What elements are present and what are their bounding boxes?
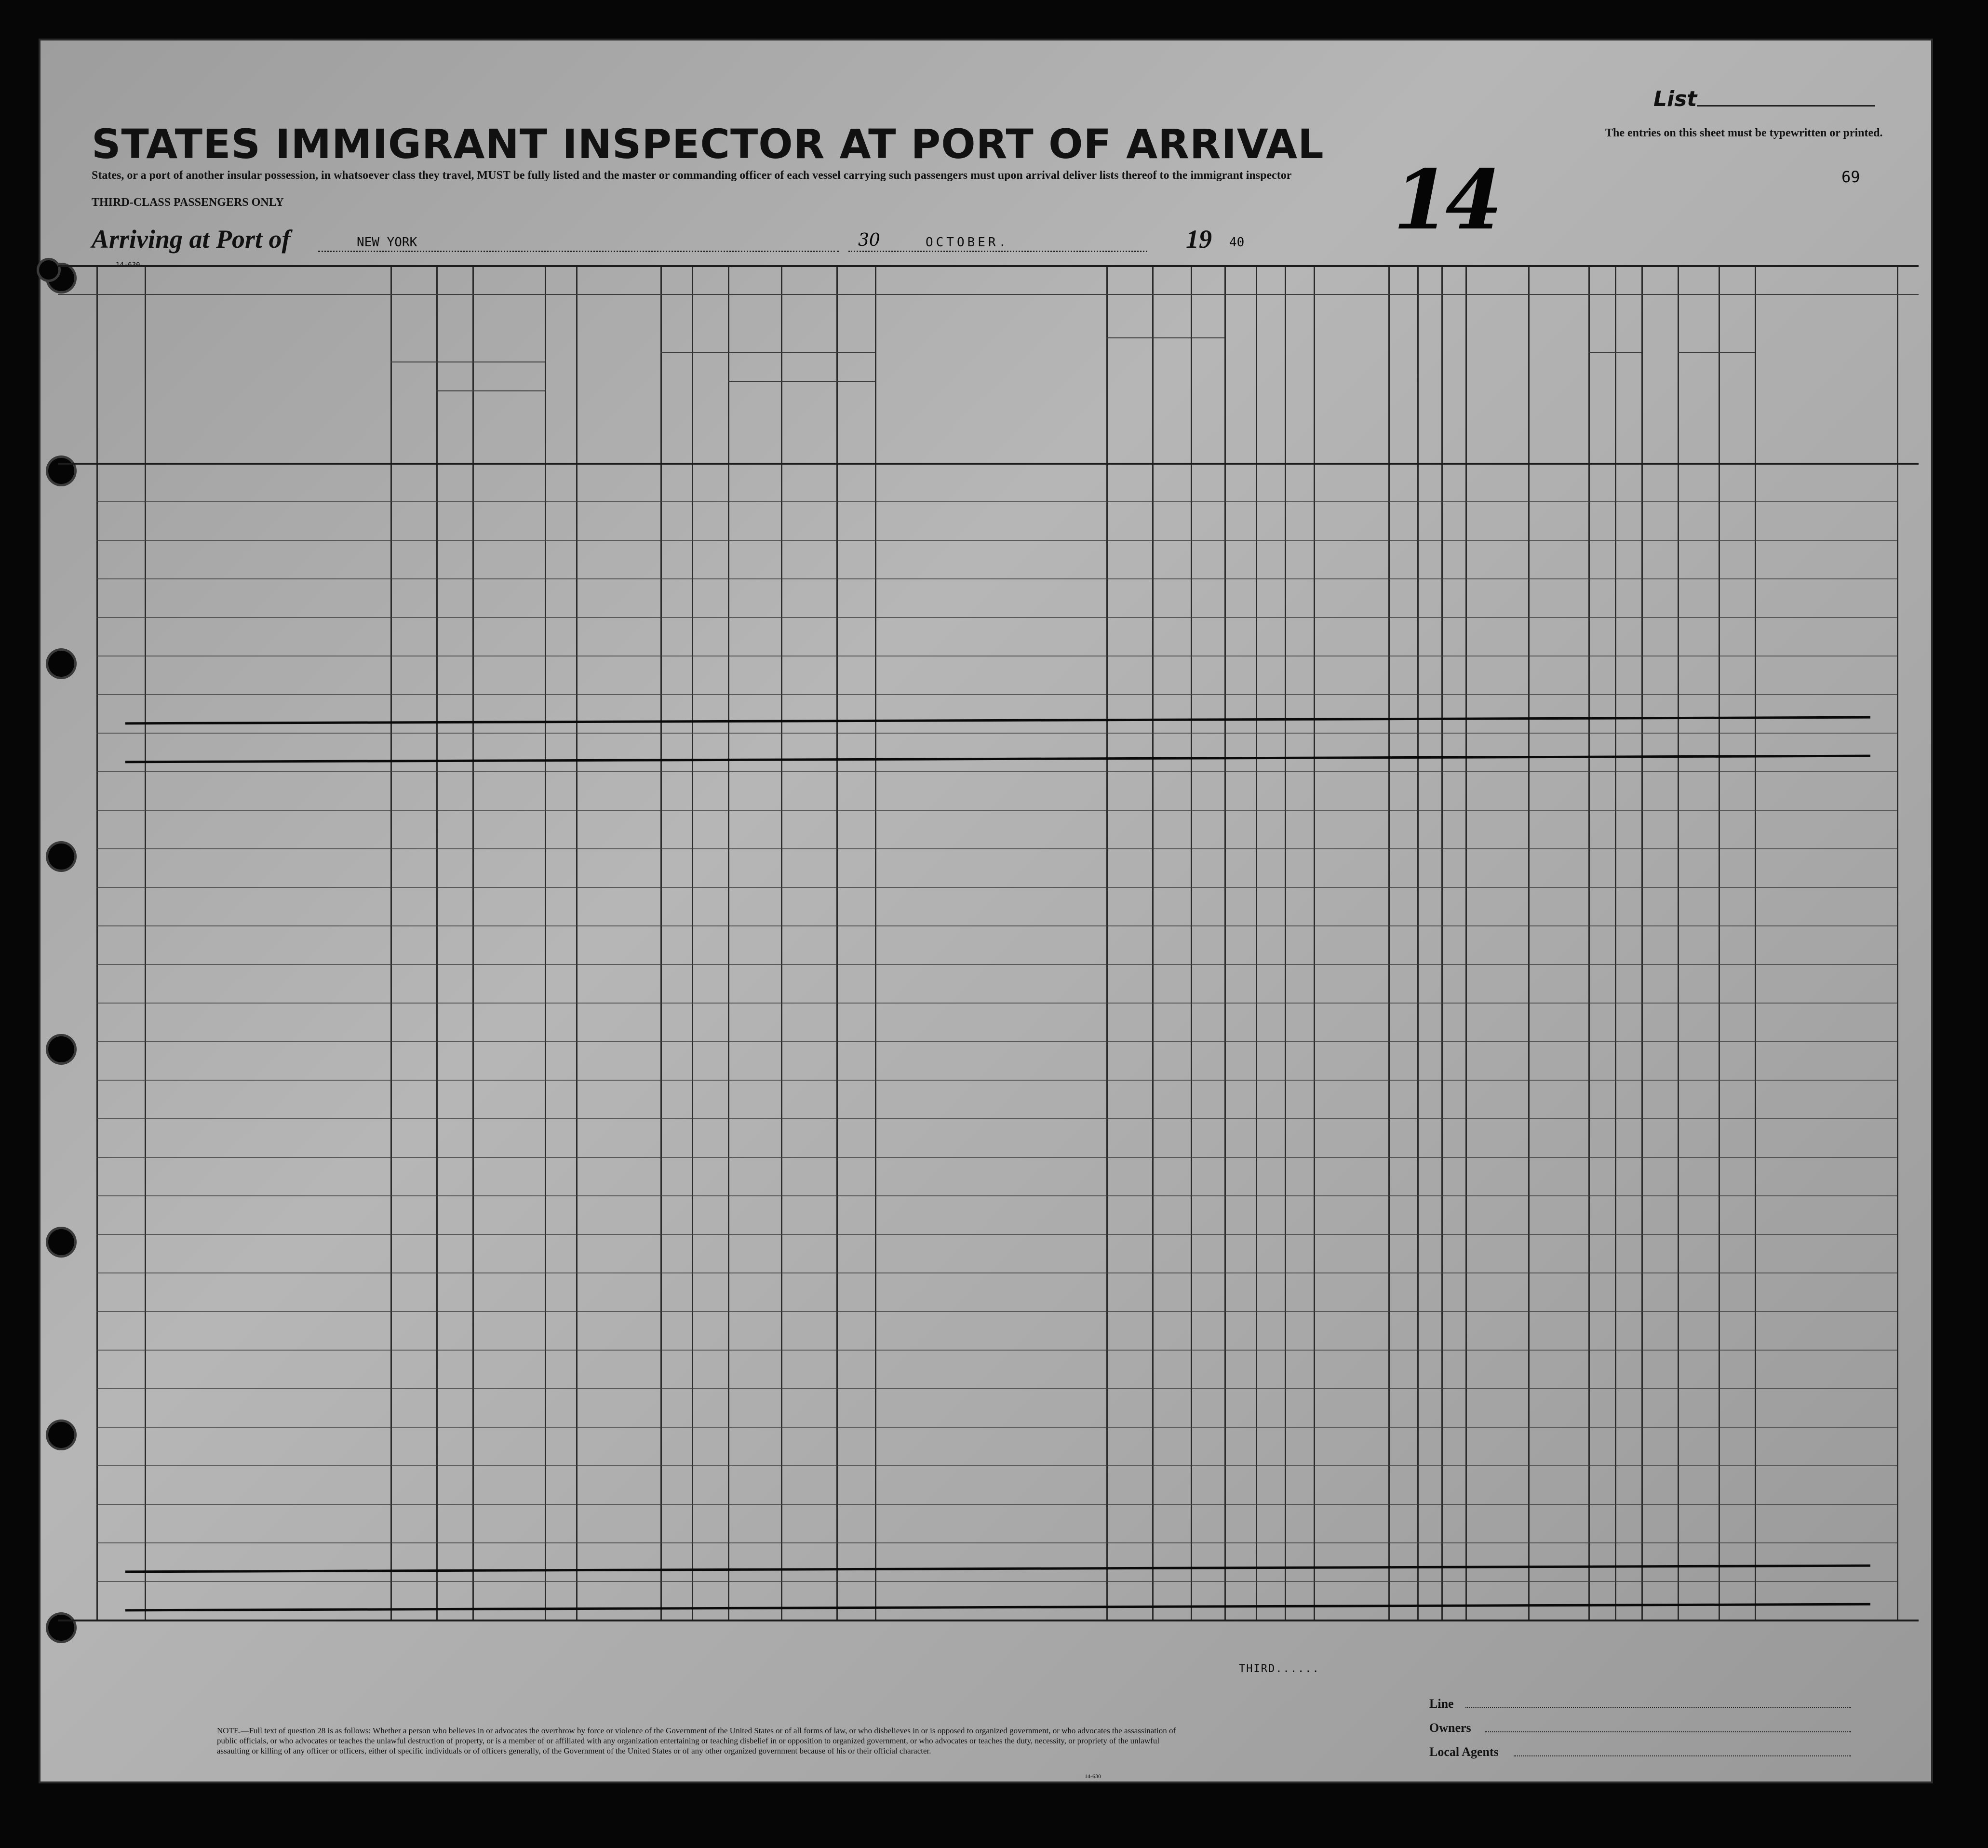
row-rule	[96, 1003, 1897, 1004]
subheader-rule	[1678, 352, 1755, 353]
footer-form-code: 14-630	[1085, 1773, 1101, 1780]
row-rule	[96, 1427, 1897, 1428]
row-rule	[96, 1504, 1897, 1505]
column-rule	[1678, 265, 1679, 1620]
column-rule	[1528, 265, 1530, 1620]
line-field	[1465, 1707, 1851, 1708]
row-rule	[96, 694, 1897, 695]
row-rule	[96, 1041, 1897, 1042]
header-bottom-rule	[58, 463, 1919, 465]
owners-label: Owners	[1429, 1721, 1471, 1735]
column-rule	[576, 265, 578, 1620]
row-rule	[96, 540, 1897, 541]
row-rule	[96, 1272, 1897, 1273]
instruction-text: States, or a port of another insular possession, in whatsoever class they travel, MUST be fully listed and the master or commanding officer of each vessel carrying such passengers must upon arrival deliver lists thereof to the immigrant inspector	[92, 169, 1292, 182]
column-rule	[1719, 265, 1720, 1620]
column-rule	[1755, 265, 1756, 1620]
date-line	[848, 251, 1147, 252]
column-rule	[1191, 265, 1192, 1620]
subheader-rule	[1588, 352, 1641, 353]
row-rule	[96, 848, 1897, 849]
column-rule	[545, 265, 546, 1620]
punch-hole	[48, 1036, 74, 1062]
typewritten-note: The entries on this sheet must be typewritten or printed.	[1605, 127, 1883, 139]
column-rule	[1441, 265, 1443, 1620]
column-number-rule	[58, 294, 1919, 295]
punch-hole	[48, 1229, 74, 1255]
column-rule	[1417, 265, 1419, 1620]
punch-hole	[48, 1422, 74, 1448]
punch-hole	[48, 1615, 74, 1641]
row-rule	[96, 1157, 1897, 1158]
footnote: NOTE.—Full text of question 28 is as follows: Whether a person who believes in or advocates the overthrow by force or violence of the Government of the United States or of all forms of law, or who disbelieves in or is opposed to organized government, or who advocates the assassination of public officials, or who advocates or teaches the unlawful destruction of property, or is a member of or affiliated with any organization entertaining or teaching disbelief in or opposition to organized government, or who advocates or teaches the duty, necessity, or propriety of the unlawful assaulting or killing of any officer or officers, either of specific individuals or of officers generally, of the Government of the United States or of any other organized government because of his or their official character.	[217, 1726, 1176, 1755]
day-value: 30	[858, 230, 880, 250]
row-rule	[96, 578, 1897, 579]
local-agents-label: Local Agents	[1429, 1745, 1499, 1759]
row-rule	[96, 733, 1897, 734]
column-rule	[1152, 265, 1154, 1620]
row-rule	[96, 1118, 1897, 1119]
class-label: THIRD-CLASS PASSENGERS ONLY	[92, 196, 284, 209]
arriving-label: Arriving at Port of	[92, 225, 291, 254]
column-rule	[145, 265, 146, 1620]
row-rule	[96, 1581, 1897, 1582]
column-rule	[1588, 265, 1590, 1620]
row-rule	[96, 1080, 1897, 1081]
row-rule	[96, 1388, 1897, 1389]
column-rule	[1465, 265, 1467, 1620]
row-rule	[96, 1465, 1897, 1466]
column-rule	[692, 265, 693, 1620]
column-rule	[660, 265, 662, 1620]
column-rule	[728, 265, 729, 1620]
strike-through-line	[125, 1565, 1870, 1573]
row-rule	[96, 771, 1897, 772]
row-rule	[96, 617, 1897, 618]
strike-through-line	[125, 755, 1870, 763]
column-rule	[836, 265, 838, 1620]
row-rule	[96, 1542, 1897, 1543]
line-label: Line	[1429, 1697, 1454, 1711]
punch-hole	[48, 844, 74, 870]
year-prefix: 19	[1186, 225, 1212, 254]
local-agents-field	[1514, 1755, 1851, 1756]
column-rule	[1615, 265, 1616, 1620]
punch-hole	[39, 260, 58, 280]
column-rule	[1256, 265, 1257, 1620]
column-rule	[1106, 265, 1108, 1620]
punch-hole	[48, 458, 74, 484]
column-rule	[1641, 265, 1643, 1620]
page-title: STATES IMMIGRANT INSPECTOR AT PORT OF ARRIVAL	[92, 121, 1324, 168]
strike-through-line	[125, 1603, 1870, 1612]
table-bottom-rule	[58, 1620, 1919, 1621]
row-rule	[96, 1195, 1897, 1196]
column-rule	[1285, 265, 1286, 1620]
punch-hole	[48, 651, 74, 677]
column-rule	[96, 265, 98, 1620]
subheader-rule	[660, 352, 875, 353]
subheader-rule	[1106, 337, 1224, 338]
row-rule	[96, 964, 1897, 965]
month-value: OCTOBER.	[926, 235, 1009, 250]
row-rule	[96, 810, 1897, 811]
manifest-sheet	[39, 39, 1933, 1783]
year-suffix: 40	[1229, 235, 1245, 250]
row-rule	[96, 1234, 1897, 1235]
strike-through-line	[125, 716, 1870, 725]
page-number: 69	[1841, 168, 1860, 186]
column-rule	[472, 265, 474, 1620]
column-rule	[875, 265, 876, 1620]
list-underline	[1697, 105, 1875, 107]
handwritten-list-number: 14	[1393, 152, 1498, 248]
port-line	[318, 251, 839, 252]
row-rule	[96, 925, 1897, 926]
table-top-rule	[58, 265, 1919, 267]
owners-field	[1485, 1731, 1851, 1732]
row-rule	[96, 501, 1897, 502]
subheader-rule	[436, 390, 545, 391]
column-rule	[436, 265, 438, 1620]
row-rule	[96, 1350, 1897, 1351]
third-class-stamp: THIRD......	[1239, 1663, 1320, 1675]
port-value: NEW YORK	[357, 235, 417, 250]
row-rule	[96, 1311, 1897, 1312]
column-rule	[1314, 265, 1315, 1620]
column-rule	[390, 265, 392, 1620]
list-label: List	[1653, 87, 1697, 111]
row-rule	[96, 887, 1897, 888]
column-rule	[1897, 265, 1898, 1620]
column-rule	[1388, 265, 1390, 1620]
column-rule	[781, 265, 782, 1620]
subheader-rule	[728, 381, 875, 382]
column-rule	[1224, 265, 1226, 1620]
